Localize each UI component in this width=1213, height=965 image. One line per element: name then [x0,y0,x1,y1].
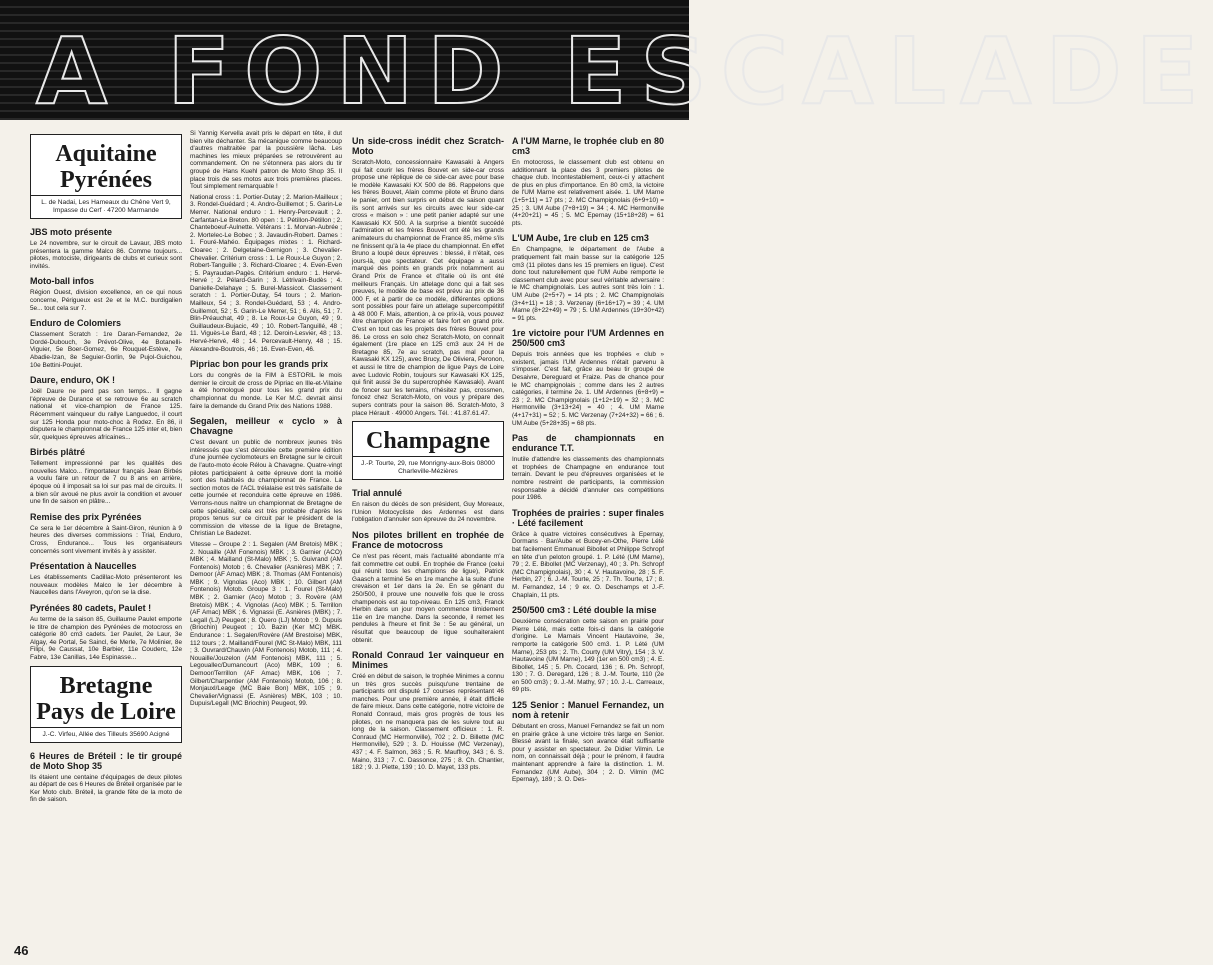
region-name: Bretagne Pays de Loire [36,672,176,725]
page-number: 46 [14,943,29,958]
page-title: A FOND ESCALADE [36,18,1213,125]
region-address: J.-P. Tourte, 29, rue Monrigny-aux-Bois 08000 Charleville-Mézières [353,456,503,479]
article-body: Au terme de la saison 85, Guillaume Paulet emporte le titre de champion des Pyrénées de motocross en catégorie 80 cm3 cadets. 1er Paulet, 2e Laur, 3e Algay, 4e Portal, 5e Saincl, 6e Merle, 7e Molinier, 8e Filipi, 9e Caussat, 10e Barbier, 11e Couderc, 12e Fabre, 13e Canillas, 14e Espinasse... [30,616,182,661]
article-body: Deuxième consécration cette saison en prairie pour Pierre Lété, mais cette fois-ci dans la catégorie d'origine. Le Marnais Vincent Hautavoine, 3e, remporte la catégorie 500 cm3. 1. P. Lété (UM Marne), 253 pts ; 2. Th. Courty (UM Vitry), 154 ; 3. V. Hautavoine (UM Marne), 149 (1er en 500 cm3) ; 4. E. Bibollet, 145 ; 5. Ph. Cocard, 136 ; 6. Ph. Schropf, 130 ; 7. G. Deregard, 126 ; 8. J.-M. Tourte, 110 (2e en 500 cm3) ; 9. J.-M. Mathy, 97 ; 10. J.-L. Carreaux, 69 pts. [512,618,664,694]
article-title: 125 Senior : Manuel Fernandez, un nom à retenir [512,700,664,721]
results-list: National cross : 1. Portier-Dutay ; 2. Marion-Mailleux ; 3. Rondel-Guédard ; 4. Andro-Guillemot ; 5. Garin-Le Merrer. National enduro : 1. Henry-Percevault ; 2. Carfantan-Le Breton. 80 open : 1. Pétillon-Pétillon ; 2. Chanteboeuf-Aulnette. Vétérans : 1. Morvan-Aubrée ; 2. Mortelec-Le Bobec ; 3. Javaudin-Robert. Dames : 1. Fouré-Mahéo. Équipages mixtes : 1. Richard-Cloarec ; 2. Delgetaine-Gernigon ; 3. Chevalier-Chevalier. Critérium cross : 1. Le Roux-Le Guyon ; 2. Robert-Tanguille ; 3. Richard-Cloarec ; 4. Even-Even ; 5. Payraudan-Pagès. Critérium enduro : 1. Hervé-Hervé ; 2. Pélard-Garin ; 3. Létrivain-Budès ; 4. Danielle-Delahaye ; 5. Burel-Massicot. Classement scratch : 1. Portier-Dutay, 54 tours ; 2. Marion-Mailleux, 54 ; 3. Rondel-Guédard, 53 ; 4. Andro-Guillemot, 52 ; 5. Garin-Le Merrer, 51 ; 6. Alis, 51 ; 7. Blin-Préauchat, 49 ; 8. Le Roux-Le Guyon, 49 ; 9. Guillaudeux-Bujacic, 49 ; 10. Robert-Tanguillé, 48 ; 11. Viguès-Le Bard, 48 ; 12. Deroin-Lesvier, 48 ; 13. Hervé-Hervé, 48 ; 14. Percevault-Henry, 48 ; 15. Alexandre-Boutrois, 46 ; 16. Even-Even, 46. [190,193,342,353]
article-title: A l'UM Marne, le trophée club en 80 cm3 [512,136,664,156]
article-body: C'est devant un public de nombreux jeunes très intéressés que s'est déroulée cette première édition d'une journée cyclomoteurs en Bretagne sur le circuit de l'auto-moto école Rélou à Chavagne. Quatre-vingt pilotes participaient à cette épreuve dont la moitié sont des habitués du championnat de France. La section motos de l'ACL trélalaise est très satisfaite de cette journée et reconduira cette épreuve en 1986. Verrons-nous naître un championnat de Bretagne de cette spécialité, cela est très probable d'après les propos tenus sur ce circuit par le président de la commission de vitesse de la ligue de Bretagne, Christian Le Badezet. [190,439,342,538]
article-title: Daure, enduro, OK ! [30,375,116,386]
article-body: En Champagne, le département de l'Aube a pratiquement fait main basse sur la catégorie 125 cm3 (11 pilotes dans les 15 premiers en ligue). C'est donc tout naturellement que l'UM Aube remporte le classement club avec pour seul véritable adversaire : le MC champignolais. Les autres sont très loin : 1. UM Aube (2+5+7) = 14 pts ; 2. MC Champignolais (3+4+11) = 18 ; 3. Verzenay (6+16+17) = 39 ; 4. UM Marne (8+22+49) = 79 ; 5. UM Ardennes (19+30+42) = 91 pts. [512,246,664,322]
region-name: Champagne [365,428,491,455]
region-address: J.-C. Virfeu, Allée des Tilleuls 35690 Acigné [31,727,181,742]
article-title: JBS moto présente [30,227,113,237]
results-list: Vitesse – Groupe 2 : 1. Segalen (AM Bretois) MBK ; 2. Nouaille (AM Fonenois) MBK ; 3. Garnier (ACO) MBK ; 4. Mailland (St-Malo) MBK ; 5. Guivrand (AM Fontenois) Motob ; 6. Chevalier (Asnières) MBK ; 7. Demoor (AF Amac) MBK ; 8. Thomas (AM Fontenois) MBK ; 9. Vignolas (Aco) MBK ; 10. Gilbert (AM Fontenois) Motob. Groupe 3 : 1. Fourel (St-Malo) MBK ; 2. Garnier (Aco) Motob ; 3. Rovère (AM Bretois) MBK ; 4. Vignolas (Aco) MBK ; 5. Terrillon (AF Amac) MBK ; 6. Vignassi (E. Asnières (MBK) ; 7. Legall (LJ) Peugeot ; 8. Quero (LJ) Motob ; 9. Dupuis (Briochin) Peugeot ; 10. Bazin (Ker MC) MBK. Endurance : 1. Segalen/Rovère (AM Brestoise) MBK, 112 tours ; 2. Mailland/Fourel (MC St-Malo) MBK, 111 ; 3. Ouvrard/Chauvin (AM Fontenois) Motob, 111 ; 4. Nouaille/Jouzelon (AM Fontenois) MBK, 111 ; 5. Legouallec/Dumancourt (Aco) MBK, 109 ; 6. Demoor/Terrillon (AF Amac) MBK, 106 ; 7. Gilbert/Charpentier (AM Fontenois) Motob, 106 ; 8. Monjauxl/Leage (MC Baie Bon) MBK, 105 ; 9. Chevalier/Vignassi (E. Asnières) MBK, 103 ; 10. Dupuis/Legall (MC Briochin) Peugeot, 99. [190,540,342,708]
header-banner [0,0,1213,125]
region-address: L. de Nadai, Les Hameaux du Chêne Vert 9, Impasse du Cerf · 47200 Marmande [31,195,181,218]
article-title: Trial annulé [352,488,403,499]
article-title: Enduro de Colomiers [30,318,122,329]
article-body: Les établissements Cadillac-Moto présenteront les nouveaux modèles Malco le 1er décembre à Naucelles dans l'Aveyron, qu'on se la dise. [30,574,182,597]
article-body: Tellement impressionné par les qualités des nouvelles Malco... l'importateur français Jean Birbés a voulu faire un retour de 7 ou 8 ans en arrière, époque où il imposait sa loi sur pas mal de circuits. Il a bien sûr avoué ne plus avoir la condition et avouer une fin de saison en plâtre... [30,460,182,506]
article-body: En raison du décès de son président, Guy Moreaux, l'Union Motocycliste des Ardennes est dans l'obligation d'annuler son épreuve du 24 novembre. [352,501,504,524]
article-body: Inutile d'attendre les classements des championnats et trophées de Champagne en endurance tout terrain. Devant le peu d'épreuves organisées et le nombre restreint de participants, la commission responsable a décidé d'annuler ces compétitions pour 1986. [512,456,664,502]
article-body: Lors du congrès de la FIM à ESTORIL le mois dernier le circuit de cross de Pipriac en Ille-et-Vilaine a été homologué pour tous les grand prix du championnat du monde. Le Ker M.C. devrait ainsi faire la demande du Grand Prix des Nations 1988. [190,372,342,410]
article-body: Ce sera le 1er décembre à Saint-Giron, réunion à 9 heures des diverses commissions : Trial, Enduro, Cross, Endurance... Tous les organisateurs concernés sont vivement invités à y assister. [30,524,182,555]
region-name: Aquitaine Pyrénées [55,141,157,193]
article-title: 6 Heures de Bréteil : le tir groupé de Moto Shop 35 [30,750,182,771]
article-body: Si Yannig Kervella avait pris le départ en tête, il dut bien vite déchanter. Sa mécanique comme beaucoup d'autres maltraitée par la poussière lâcha. Les machines les mieux préparées se retrouvèrent au commandement. On ne s'étonnera pas alors du tir groupé de Hans Kuehl patron de Moto Shop 35. Il place trois de ses motos aux trois premières places. Tout simplement remarquable ! [190,130,342,191]
article-body: En motocross, le classement club est obtenu en additionnant la place des 3 premiers pilotes de chaque club. Incontestablement, ceux-ci y attachent de plus en plus d'importance. En 80 cm3, la victoire de l'UM Marne est relativement aisée. 1. UM Marne (1+5+11) = 17 pts ; 2. MC Champignolais (6+9+10) = 25 ; 3. UM Aube (7+8+19) = 34 ; 4. MC Hermonville (4+20+21) = 45 ; 5. MC Epernay (15+18+28) = 61 pts. [512,159,664,227]
article-title: Présentation à Naucelles [30,561,137,572]
region-box-aquitaine [30,134,182,219]
article-title: Trophées de prairies : super finales · Lété facilement [512,507,664,528]
article-title: Pas de championnats en endurance T.T. [512,433,664,454]
article-body: Ce n'est pas récent, mais l'actualité abondante m'a fait commettre cet oubli. En trophée de France (celui qui réunit tous les champions de ligue), Patrick Gaasch a terminé 5e en 1re manche à la suite d'une crevaison et 1er dans la 2e. En se gênant du 250/500, il prouve une nouvelle fois que le cross champenois est au top-niveau. En 125 cm3, Franck Herbin dans un jour moyen commence timidement 11e en 1re manche. Dans la seconde, il remet les pendules à l'heure et finit 3e : 5e au général, un résultat que beaucoup de ligue souhaiteraient obtenir. [352,552,504,644]
article-title: Segalen, meilleur « cyclo » à Chavagne [190,416,342,437]
article-body: Joël Daure ne perd pas son temps... Il gagne l'épreuve de Durance et se retrouve 6e au scratch national et vice-champion de France 125. Récemment vainqueur du rallye Languedoc, il court sur 125 Honda pour moto-choc à Rodez. En 86, il disputera le championnat de France 125 inter et, bien sûr, quelques épreuves africaines... [30,388,182,441]
article-body: Débutant en cross, Manuel Fernandez se fait un nom en prairie grâce à une victoire très large en Senior. Blessé avant la finale, son avance était suffisante pour y assister en spectateur. 2e Didier Vilmin. Le nom, on connaissait déjà ; pour le prénom, il faudra maintenant apprendre à faire la distinction. 1. M. Fernandez (UM Aube), 304 ; 2. D. Vilmin (MC Epernay), 189 ; 3. O. Des- [512,723,664,784]
article-title: L'UM Aube, 1re club en 125 cm3 [512,233,649,244]
column-3 [352,130,504,775]
article-body: Région Ouest, division excellence, en ce qui nous concerne, Périgueux est 2e et le M.C. burdigalien 5e... tout cela sur 7. [30,289,182,312]
article-body: Classement Scratch : 1re Daran-Fernandez, 2e Dordé-Dubouch, 3e Prévot-Olive, 4e Botanelli-Viguier, 5e Boer-Gomez, 6e Rouquet-Estève, 7e Abadie-Izan, 8e Seguier-Gorlin, 9e Pujol-Guichou, 10e Bettini-Poujet. [30,331,182,369]
article-title: Nos pilotes brillent en trophée de France de motocross [352,529,504,550]
region-box-champagne [352,421,504,480]
column-1 [30,130,182,807]
article-title: Moto-ball infos [30,276,94,287]
article-title: Un side-cross inédit chez Scratch-Moto [352,136,504,156]
article-title: 1re victoire pour l'UM Ardennes en 250/500 cm3 [512,328,664,349]
article-body: Grâce à quatre victoires consécutives à Epernay, Dormans · Bar/Aube et Bucey-en-Othe, Pierre Lété bat facilement Emmanuel Bibollet et Philippe Schropf en tête d'un peloton groupé. 1. P. Lété (UM Marne), 79 ; 2. E. Bibollet (MC Verzenay), 40 ; 3. Ph. Schropf (MC Champignolais), 30 ; 4. V. Hautavoine, 28 ; 5. F. Herbin, 27 ; 6. J.-M. Tourte, 25 ; 7. Th. Tourte, 17 ; 8. M. Fernandez, 14 ; 9 ex. O. Deschamps et J.-F. Chaplain, 11 pts. [512,530,664,599]
article-title: Pipriac bon pour les grands prix [190,359,329,370]
article-body: Scratch-Moto, concessionnaire Kawasaki à Angers qui fait courir les frères Bouvet en side-car cross propose une réplique de ce side-car avec pour base le modèle Kawasaki KX 500 de 86. Rappelons que les frères Bouvet, Alain comme pilote et Bruno dans le panier, ont bien surpris en début de saison quant ils sont arrivés sur les circuits avec leur side-car cross « maison » : une petit panier adapté sur une Kawasaki KX 500. A la surprise a bientôt succédé l'admiration et les frères Bouvet ont été les grands animateurs du championnat de France 85, même s'ils ne finissent qu'à la 4e place du championnat. En effet Bruno a loupé deux épreuves : blessé, il n'était, ces jours-là, que spectateur. Cet équipage a aussi marqué des points en grands prix notamment au Grand Prix de France et d'Italie où ils ont été meilleurs Français. Un attelage donc qui a fait ses preuves, le modèle de base est prévu au prix de 36 000 F, et à partir de ce modèle, différentes options sont possibles pour faire un attelage supercompétitif à 48 000 F. Mais, attention, à ce prix-là, vous pouvez être champion de France et faire fort en grand prix. C'est en tout cas les projets des frères Bouvet pour 86. Le cross en solo chez Scratch-Moto, on connaît également (1re place en 125 cm3 aux 24 H de Bretagne 85, 7e au scratch, pas mal pour la Kawasaki KX 125), avec Brucy, De Oliviera, Peronon, et aussi le titre de champion de ligue Pays de Loire avec Ludovic Robin, toujours sur Kawasaki KX 125, qui finit aussi 3e du supercrophée Kawasaki). Avant de foncer sur les terrains, n'hésitez pas, crossmen, foncez chez Scratch-Moto, on vous y prépare des supers contrats pour la saison 86. Scratch-Moto, 3 place Hérault · 49000 Angers. Tél. : 41.87.61.47. [352,159,504,417]
article-title: 250/500 cm3 : Lété double la mise [512,605,657,616]
article-body: Le 24 novembre, sur le circuit de Lavaur, JBS moto présentera la gamme Malco 86. Comme toujours... pilotes, motociste, dirigeants de clubs et curieux sont invités. [30,240,182,270]
article-title: Ronald Conraud 1er vainqueur en Minimes [352,650,504,671]
article-title: Remise des prix Pyrénées [30,511,142,522]
column-4 [512,130,664,787]
article-body: Ils étaient une centaine d'équipages de deux pilotes au départ de ces 6 Heures de Bréteil organisée par le Ker Moto club. Bréteil, la grande fête de la moto de fin de saison. [30,773,182,804]
article-body: Depuis trois années que les trophées « club » existent, jamais l'UM Ardennes n'était parvenu à s'imposer. C'est fait, grâce au beau tir groupé de Desaivre, Dereguard et Fraize. Pas de chance pour le MC champignolais ; comme dans les 2 autres catégories, il termine 2e. 1. UM Ardennes (6+8+9) = 23 ; 2. MC Champignolais (1+12+19) = 32 ; 3. MC Hermonville (3+13+24) = 40 ; 4. UM Marne (4+17+31) = 52 ; 5. MC Verzenay (7+24+32) = 66 ; 6. UM Aube (5+28+35) = 68 pts. [512,351,664,427]
article-title: Birbés plâtré [30,447,86,458]
column-2 [190,130,342,711]
article-title: Pyrénées 80 cadets, Paulet ! [30,603,152,613]
article-body: Créé en début de saison, le trophée Minimes a connu un très gros succès puisqu'une trentaine de participants ont disputé 17 courses représentant 46 manches. Pour une première année, il était difficile de faire mieux. Dans cette catégorie, notre victoire de Ronald Conraud, mais gros progrès de tous les pilotes, on ne manquera pas de les suivre tout au long de la saison. Classement officieux : 1. R. Conraud (MC Hermonville), 702 ; 2. D. Billette (MC Hermonville), 529 ; 3. D. Houisse (MC Verzenay), 437 ; 4. F. Salmon, 363 ; 5. R. Mauffroy, 343 ; 6. S. Maino, 313 ; 7. C. Dassonce, 275 ; 8. Ch. Chantier, 182 ; 9. J. Piette, 139 ; 10. D. Mayet, 133 pts. [352,673,504,772]
region-box-bretagne [30,666,182,743]
